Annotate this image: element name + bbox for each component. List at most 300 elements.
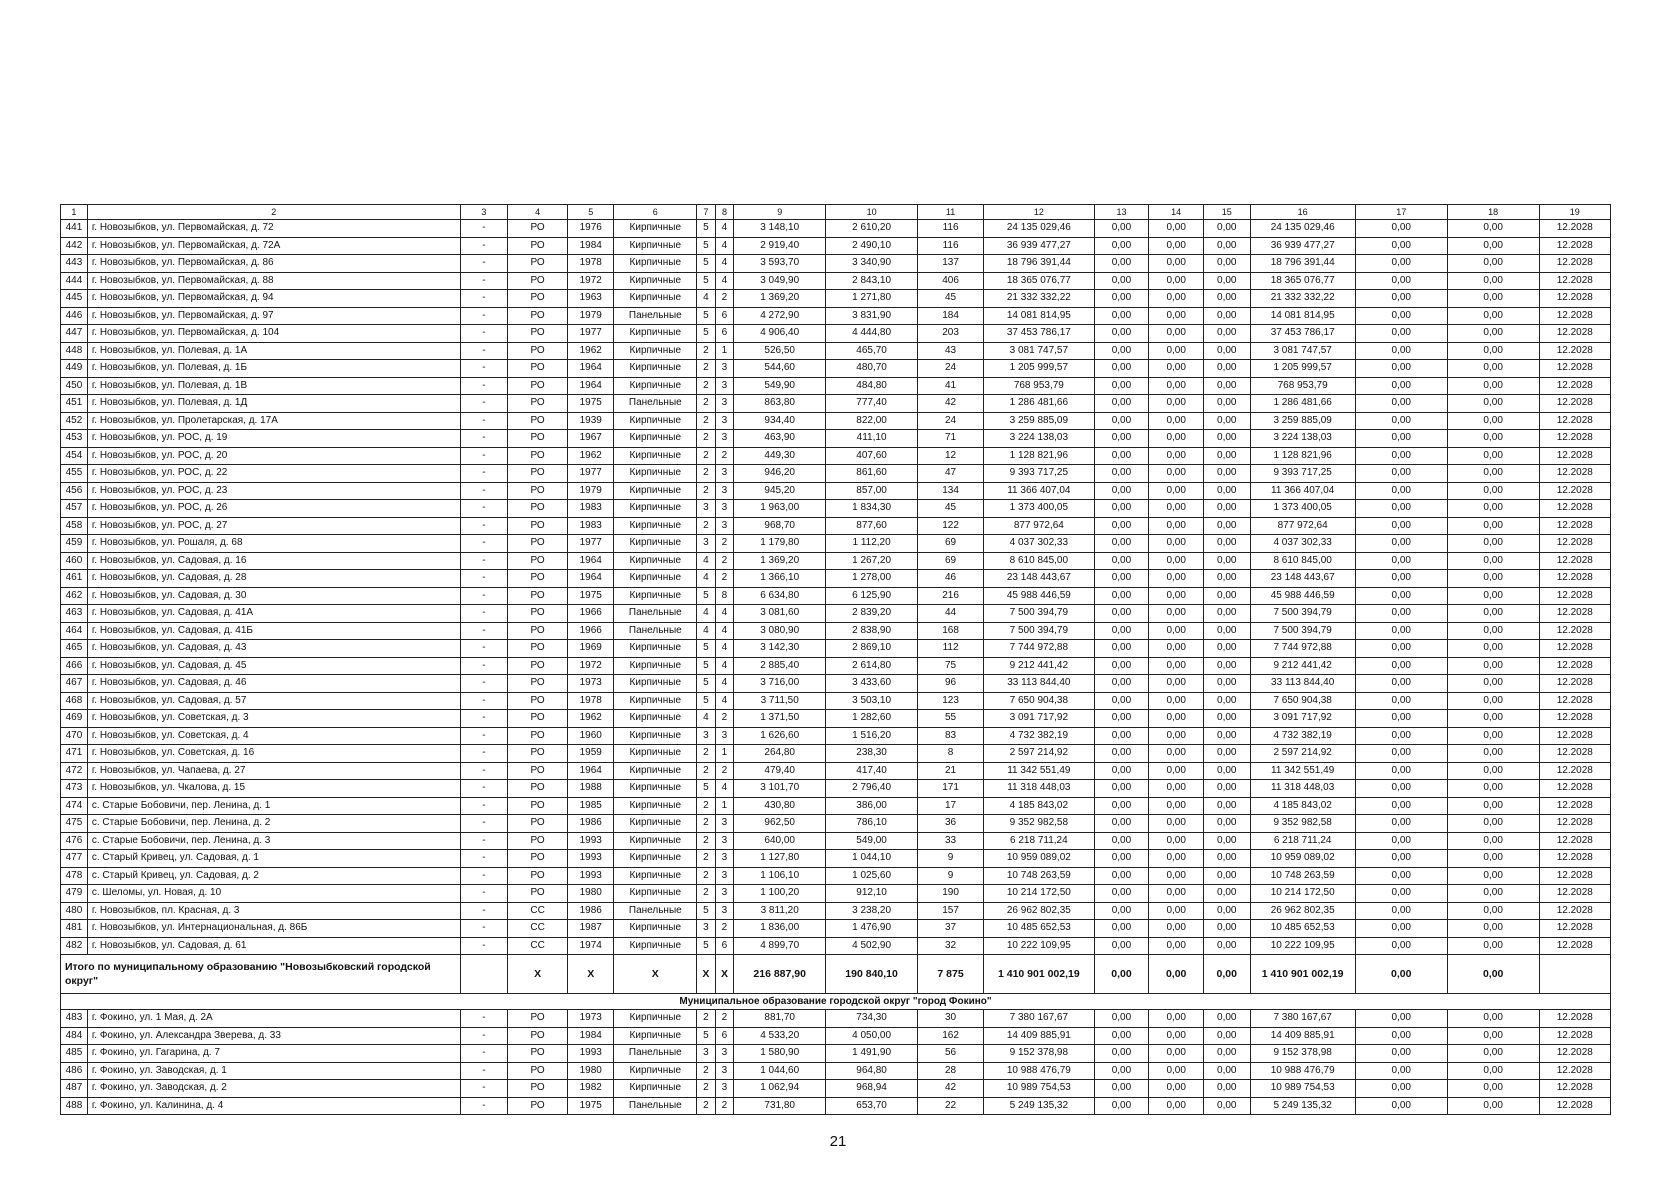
total-cell: Х [508, 955, 568, 994]
table-cell: 45 [918, 500, 984, 518]
table-cell: 56 [918, 1045, 984, 1063]
table-cell: 12.2028 [1539, 867, 1610, 885]
table-cell: 0,00 [1355, 1097, 1447, 1115]
row-number-cell: 458 [61, 517, 88, 535]
table-cell: Кирпичные [614, 465, 697, 483]
table-cell: Кирпичные [614, 832, 697, 850]
table-cell: 406 [918, 272, 984, 290]
table-cell: Кирпичные [614, 325, 697, 343]
address-cell: г. Новозыбков, ул. Первомайская, д. 97 [87, 307, 460, 325]
table-cell: Кирпичные [614, 535, 697, 553]
table-cell: 12.2028 [1539, 1080, 1610, 1098]
table-cell: Кирпичные [614, 587, 697, 605]
table-cell: 0,00 [1447, 640, 1539, 658]
table-cell: 1 [715, 797, 734, 815]
table-cell: 33 113 844,40 [1250, 675, 1355, 693]
table-cell: 0,00 [1447, 430, 1539, 448]
table-cell: 4 444,80 [826, 325, 918, 343]
table-cell: 0,00 [1149, 237, 1204, 255]
table-cell: 12.2028 [1539, 1097, 1610, 1115]
table-cell: 0,00 [1204, 745, 1250, 763]
table-cell: 12.2028 [1539, 780, 1610, 798]
table-cell: 5 [697, 307, 716, 325]
table-cell: 3 [697, 920, 716, 938]
table-cell: 168 [918, 622, 984, 640]
table-cell: 0,00 [1447, 377, 1539, 395]
table-cell: 5 [697, 220, 716, 238]
table-cell: 734,30 [826, 1010, 918, 1028]
table-cell: - [460, 447, 508, 465]
table-cell: 0,00 [1355, 937, 1447, 955]
table-cell: 0,00 [1355, 360, 1447, 378]
address-cell: г. Новозыбков, ул. Полевая, д. 1В [87, 377, 460, 395]
table-cell: 3 [715, 815, 734, 833]
table-cell: РО [508, 255, 568, 273]
table-cell: 0,00 [1149, 675, 1204, 693]
table-cell: 10 959 089,02 [1250, 850, 1355, 868]
table-cell: 1988 [568, 780, 614, 798]
table-cell: 1 128 821,96 [984, 447, 1094, 465]
table-cell: 1985 [568, 797, 614, 815]
table-cell: 5 249 135,32 [984, 1097, 1094, 1115]
table-cell: 2 [697, 395, 716, 413]
table-cell: 881,70 [734, 1010, 826, 1028]
table-cell: 0,00 [1149, 517, 1204, 535]
table-cell: 0,00 [1094, 360, 1149, 378]
table-row [61, 395, 1611, 413]
table-cell: 1959 [568, 745, 614, 763]
table-cell: 0,00 [1204, 377, 1250, 395]
table-cell: 0,00 [1447, 500, 1539, 518]
table-cell: 12.2028 [1539, 1010, 1610, 1028]
table-cell: 9 152 378,98 [1250, 1045, 1355, 1063]
address-cell: г. Новозыбков, ул. Полевая, д. 1А [87, 342, 460, 360]
address-cell: с. Старые Бобовичи, пер. Ленина, д. 2 [87, 815, 460, 833]
table-cell: 861,60 [826, 465, 918, 483]
table-cell: - [460, 745, 508, 763]
table-cell: - [460, 605, 508, 623]
table-cell: 0,00 [1094, 885, 1149, 903]
table-cell: 0,00 [1355, 867, 1447, 885]
table-cell: 33 113 844,40 [984, 675, 1094, 693]
table-cell: 1964 [568, 360, 614, 378]
table-cell: 0,00 [1149, 727, 1204, 745]
table-cell: 0,00 [1355, 902, 1447, 920]
table-cell: 9 [918, 850, 984, 868]
table-cell: 1993 [568, 832, 614, 850]
table-cell: 3 091 717,92 [1250, 710, 1355, 728]
table-cell: 5 [697, 937, 716, 955]
table-row [61, 342, 1611, 360]
table-cell: - [460, 290, 508, 308]
table-cell: 0,00 [1447, 937, 1539, 955]
table-cell: 0,00 [1149, 1062, 1204, 1080]
table-cell: 0,00 [1447, 832, 1539, 850]
table-cell: 0,00 [1447, 570, 1539, 588]
table-cell: 10 959 089,02 [984, 850, 1094, 868]
table-cell: 12.2028 [1539, 377, 1610, 395]
table-cell: 0,00 [1094, 1062, 1149, 1080]
address-cell: г. Новозыбков, ул. Полевая, д. 1Д [87, 395, 460, 413]
table-cell: 1 127,80 [734, 850, 826, 868]
table-cell: 2 [697, 745, 716, 763]
table-cell: 1964 [568, 762, 614, 780]
table-cell: 2 [697, 517, 716, 535]
table-cell: 0,00 [1355, 342, 1447, 360]
table-cell: 3 081,60 [734, 605, 826, 623]
table-row [61, 325, 1611, 343]
table-cell: 0,00 [1149, 377, 1204, 395]
table-cell: Кирпичные [614, 850, 697, 868]
table-cell: 1 373 400,05 [1250, 500, 1355, 518]
table-cell: 4 [715, 255, 734, 273]
table-cell: Кирпичные [614, 710, 697, 728]
address-cell: г. Новозыбков, ул. Первомайская, д. 72А [87, 237, 460, 255]
table-cell: РО [508, 850, 568, 868]
table-cell: РО [508, 377, 568, 395]
table-cell: - [460, 587, 508, 605]
table-cell: Кирпичные [614, 797, 697, 815]
table-cell: 0,00 [1094, 727, 1149, 745]
table-cell: 0,00 [1355, 535, 1447, 553]
total-row [61, 955, 1611, 994]
table-row [61, 587, 1611, 605]
table-row [61, 885, 1611, 903]
table-cell: РО [508, 237, 568, 255]
column-header: 2 [87, 205, 460, 220]
table-cell: 1972 [568, 272, 614, 290]
table-cell: 2 [697, 885, 716, 903]
address-cell: г. Новозыбков, ул. Советская, д. 3 [87, 710, 460, 728]
table-cell: 3 [715, 1045, 734, 1063]
table-cell: - [460, 937, 508, 955]
table-cell: 3 049,90 [734, 272, 826, 290]
table-cell: 0,00 [1355, 482, 1447, 500]
table-row [61, 937, 1611, 955]
table-cell: 4 [715, 675, 734, 693]
table-cell: 0,00 [1094, 290, 1149, 308]
table-cell: 32 [918, 937, 984, 955]
table-cell: 0,00 [1355, 325, 1447, 343]
table-cell: 465,70 [826, 342, 918, 360]
table-cell: 7 650 904,38 [984, 692, 1094, 710]
table-cell: 12.2028 [1539, 342, 1610, 360]
table-cell: 2 [715, 447, 734, 465]
address-cell: г. Фокино, ул. 1 Мая, д. 2А [87, 1010, 460, 1028]
table-cell: - [460, 1027, 508, 1045]
total-label: Итого по муниципальному образованию "Новозыбковский городской округ" [61, 955, 461, 994]
table-cell: 1 [715, 745, 734, 763]
table-cell: Кирпичные [614, 657, 697, 675]
page-number: 21 [829, 1133, 847, 1150]
row-number-cell: 481 [61, 920, 88, 938]
table-cell: 1 491,90 [826, 1045, 918, 1063]
total-cell: Х [697, 955, 716, 994]
table-cell: 0,00 [1355, 430, 1447, 448]
table-cell: 0,00 [1094, 1010, 1149, 1028]
table-cell: Кирпичные [614, 1010, 697, 1028]
table-cell: 0,00 [1149, 272, 1204, 290]
table-cell: 12.2028 [1539, 535, 1610, 553]
table-cell: 4 502,90 [826, 937, 918, 955]
table-cell: 4 899,70 [734, 937, 826, 955]
table-cell: 11 342 551,49 [984, 762, 1094, 780]
table-row [61, 570, 1611, 588]
table-cell: 0,00 [1204, 290, 1250, 308]
table-cell: 1980 [568, 885, 614, 903]
table-cell: 12.2028 [1539, 290, 1610, 308]
total-cost: 1 410 901 002,19 [984, 955, 1094, 994]
table-cell: - [460, 885, 508, 903]
table-cell: 11 342 551,49 [1250, 762, 1355, 780]
table-cell: 0,00 [1094, 622, 1149, 640]
table-cell: 18 365 076,77 [984, 272, 1094, 290]
table-cell: 203 [918, 325, 984, 343]
table-cell: Кирпичные [614, 867, 697, 885]
total-cell: Х [614, 955, 697, 994]
table-cell: Панельные [614, 307, 697, 325]
table-cell: 0,00 [1094, 430, 1149, 448]
table-cell: 24 135 029,46 [984, 220, 1094, 238]
table-cell: 24 [918, 412, 984, 430]
table-cell: 17 [918, 797, 984, 815]
table-cell: 0,00 [1094, 377, 1149, 395]
table-cell: 0,00 [1447, 517, 1539, 535]
table-cell: 0,00 [1447, 797, 1539, 815]
table-cell: 6 218 711,24 [1250, 832, 1355, 850]
table-cell: 2 [697, 815, 716, 833]
table-cell: 12.2028 [1539, 1027, 1610, 1045]
table-cell: 3 [715, 517, 734, 535]
table-cell: 4 [715, 220, 734, 238]
table-cell: 0,00 [1447, 447, 1539, 465]
table-cell: 10 988 476,79 [1250, 1062, 1355, 1080]
table-cell: 1962 [568, 710, 614, 728]
table-cell: 449,30 [734, 447, 826, 465]
table-cell: 2 869,10 [826, 640, 918, 658]
row-number-cell: 448 [61, 342, 88, 360]
table-cell: Кирпичные [614, 937, 697, 955]
table-cell: 0,00 [1447, 780, 1539, 798]
table-cell: 3 [715, 430, 734, 448]
table-row [61, 657, 1611, 675]
table-cell: 0,00 [1149, 885, 1204, 903]
table-cell: 0,00 [1355, 1062, 1447, 1080]
table-cell: 6 [715, 937, 734, 955]
table-cell: 3 091 717,92 [984, 710, 1094, 728]
table-cell: 0,00 [1447, 867, 1539, 885]
table-cell: 3 711,50 [734, 692, 826, 710]
table-cell: 0,00 [1204, 832, 1250, 850]
table-cell: 0,00 [1355, 1080, 1447, 1098]
table-cell: 69 [918, 552, 984, 570]
table-cell: 83 [918, 727, 984, 745]
table-cell: РО [508, 605, 568, 623]
row-number-cell: 473 [61, 780, 88, 798]
column-header: 7 [697, 205, 716, 220]
table-cell: 33 [918, 832, 984, 850]
address-cell: г. Новозыбков, ул. Первомайская, д. 104 [87, 325, 460, 343]
table-cell: 0,00 [1149, 570, 1204, 588]
table-cell: - [460, 255, 508, 273]
table-cell: Кирпичные [614, 272, 697, 290]
table-cell: 45 988 446,59 [1250, 587, 1355, 605]
table-cell: 1979 [568, 307, 614, 325]
table-cell: 1984 [568, 237, 614, 255]
table-cell: 0,00 [1149, 902, 1204, 920]
table-cell: 407,60 [826, 447, 918, 465]
table-cell: 12.2028 [1539, 255, 1610, 273]
table-cell: 1986 [568, 815, 614, 833]
table-cell: 1964 [568, 552, 614, 570]
table-cell: 768 953,79 [984, 377, 1094, 395]
table-cell: 12.2028 [1539, 237, 1610, 255]
table-cell: 1 371,50 [734, 710, 826, 728]
table-cell: 0,00 [1355, 570, 1447, 588]
table-row [61, 447, 1611, 465]
table-cell: 1 100,20 [734, 885, 826, 903]
table-cell: СС [508, 937, 568, 955]
table-cell: 8 [918, 745, 984, 763]
table-cell: 2 [715, 920, 734, 938]
column-header: 19 [1539, 205, 1610, 220]
table-cell: 36 939 477,27 [1250, 237, 1355, 255]
table-row [61, 272, 1611, 290]
table-cell: 12.2028 [1539, 797, 1610, 815]
table-cell: 0,00 [1149, 657, 1204, 675]
row-number-cell: 459 [61, 535, 88, 553]
table-cell: 69 [918, 535, 984, 553]
table-cell: 0,00 [1355, 465, 1447, 483]
row-number-cell: 471 [61, 745, 88, 763]
table-cell: 1 106,10 [734, 867, 826, 885]
row-number-cell: 463 [61, 605, 88, 623]
table-cell: 5 [697, 640, 716, 658]
row-number-cell: 479 [61, 885, 88, 903]
table-cell: 0,00 [1204, 1097, 1250, 1115]
table-cell: Кирпичные [614, 447, 697, 465]
table-cell: РО [508, 640, 568, 658]
table-cell: - [460, 1010, 508, 1028]
table-cell: 968,70 [734, 517, 826, 535]
total-cell: 0,00 [1094, 955, 1149, 994]
table-cell: 0,00 [1149, 850, 1204, 868]
table-cell: 37 [918, 920, 984, 938]
total-cell: 0,00 [1447, 955, 1539, 994]
table-cell: 11 366 407,04 [1250, 482, 1355, 500]
row-number-cell: 480 [61, 902, 88, 920]
table-cell: 0,00 [1204, 325, 1250, 343]
table-cell: 11 366 407,04 [984, 482, 1094, 500]
table-cell: РО [508, 535, 568, 553]
table-cell: 42 [918, 1080, 984, 1098]
table-cell: 0,00 [1094, 587, 1149, 605]
table-cell: 7 500 394,79 [1250, 622, 1355, 640]
table-cell: 3 [715, 885, 734, 903]
table-cell: - [460, 412, 508, 430]
table-cell: 0,00 [1149, 815, 1204, 833]
table-cell: Кирпичные [614, 1027, 697, 1045]
table-cell: 0,00 [1355, 692, 1447, 710]
table-cell: 24 [918, 360, 984, 378]
address-cell: г. Новозыбков, ул. Садовая, д. 46 [87, 675, 460, 693]
table-cell: 0,00 [1149, 307, 1204, 325]
address-cell: г. Новозыбков, ул. Первомайская, д. 94 [87, 290, 460, 308]
row-number-cell: 482 [61, 937, 88, 955]
table-cell: 1962 [568, 342, 614, 360]
table-cell: 0,00 [1355, 675, 1447, 693]
row-number-cell: 441 [61, 220, 88, 238]
table-cell: 0,00 [1204, 1080, 1250, 1098]
row-number-cell: 487 [61, 1080, 88, 1098]
table-cell: 2 885,40 [734, 657, 826, 675]
table-cell: 0,00 [1149, 1080, 1204, 1098]
table-row [61, 412, 1611, 430]
table-cell: 4 533,20 [734, 1027, 826, 1045]
row-number-cell: 476 [61, 832, 88, 850]
table-cell: 0,00 [1447, 920, 1539, 938]
table-cell: 0,00 [1355, 220, 1447, 238]
address-cell: г. Новозыбков, ул. Чапаева, д. 27 [87, 762, 460, 780]
table-cell: 0,00 [1204, 430, 1250, 448]
table-cell: 21 332 332,22 [984, 290, 1094, 308]
table-cell: 3 831,90 [826, 307, 918, 325]
table-cell: РО [508, 815, 568, 833]
table-cell: 12.2028 [1539, 937, 1610, 955]
table-cell: 1964 [568, 377, 614, 395]
table-cell: 0,00 [1355, 412, 1447, 430]
table-cell: 12.2028 [1539, 307, 1610, 325]
table-cell: 18 796 391,44 [984, 255, 1094, 273]
table-cell: 945,20 [734, 482, 826, 500]
table-cell: 5 [697, 657, 716, 675]
table-cell: 4 732 382,19 [1250, 727, 1355, 745]
table-cell: 14 081 814,95 [1250, 307, 1355, 325]
table-cell: 37 453 786,17 [984, 325, 1094, 343]
table-cell: 12.2028 [1539, 727, 1610, 745]
table-row [61, 1062, 1611, 1080]
table-cell: - [460, 1097, 508, 1115]
table-cell: 0,00 [1447, 1062, 1539, 1080]
table-cell: 0,00 [1149, 342, 1204, 360]
row-number-cell: 467 [61, 675, 88, 693]
table-row [61, 237, 1611, 255]
table-cell: РО [508, 307, 568, 325]
table-cell: РО [508, 395, 568, 413]
table-cell: 46 [918, 570, 984, 588]
table-cell: 9 152 378,98 [984, 1045, 1094, 1063]
table-cell: 3 080,90 [734, 622, 826, 640]
address-cell: г. Фокино, ул. Заводская, д. 1 [87, 1062, 460, 1080]
table-cell: Кирпичные [614, 482, 697, 500]
table-cell: Кирпичные [614, 360, 697, 378]
table-cell: 7 500 394,79 [984, 605, 1094, 623]
table-cell: - [460, 622, 508, 640]
table-cell: 7 650 904,38 [1250, 692, 1355, 710]
column-header: 8 [715, 205, 734, 220]
row-number-cell: 477 [61, 850, 88, 868]
address-cell: г. Новозыбков, ул. Интернациональная, д. 86Б [87, 920, 460, 938]
table-cell: 0,00 [1447, 255, 1539, 273]
table-cell: 12.2028 [1539, 1045, 1610, 1063]
table-cell: 0,00 [1204, 815, 1250, 833]
table-cell: 3 [715, 465, 734, 483]
column-header: 18 [1447, 205, 1539, 220]
table-cell: 2 [715, 290, 734, 308]
table-cell: РО [508, 272, 568, 290]
table-cell: 3 [715, 500, 734, 518]
table-cell: 45 988 446,59 [984, 587, 1094, 605]
